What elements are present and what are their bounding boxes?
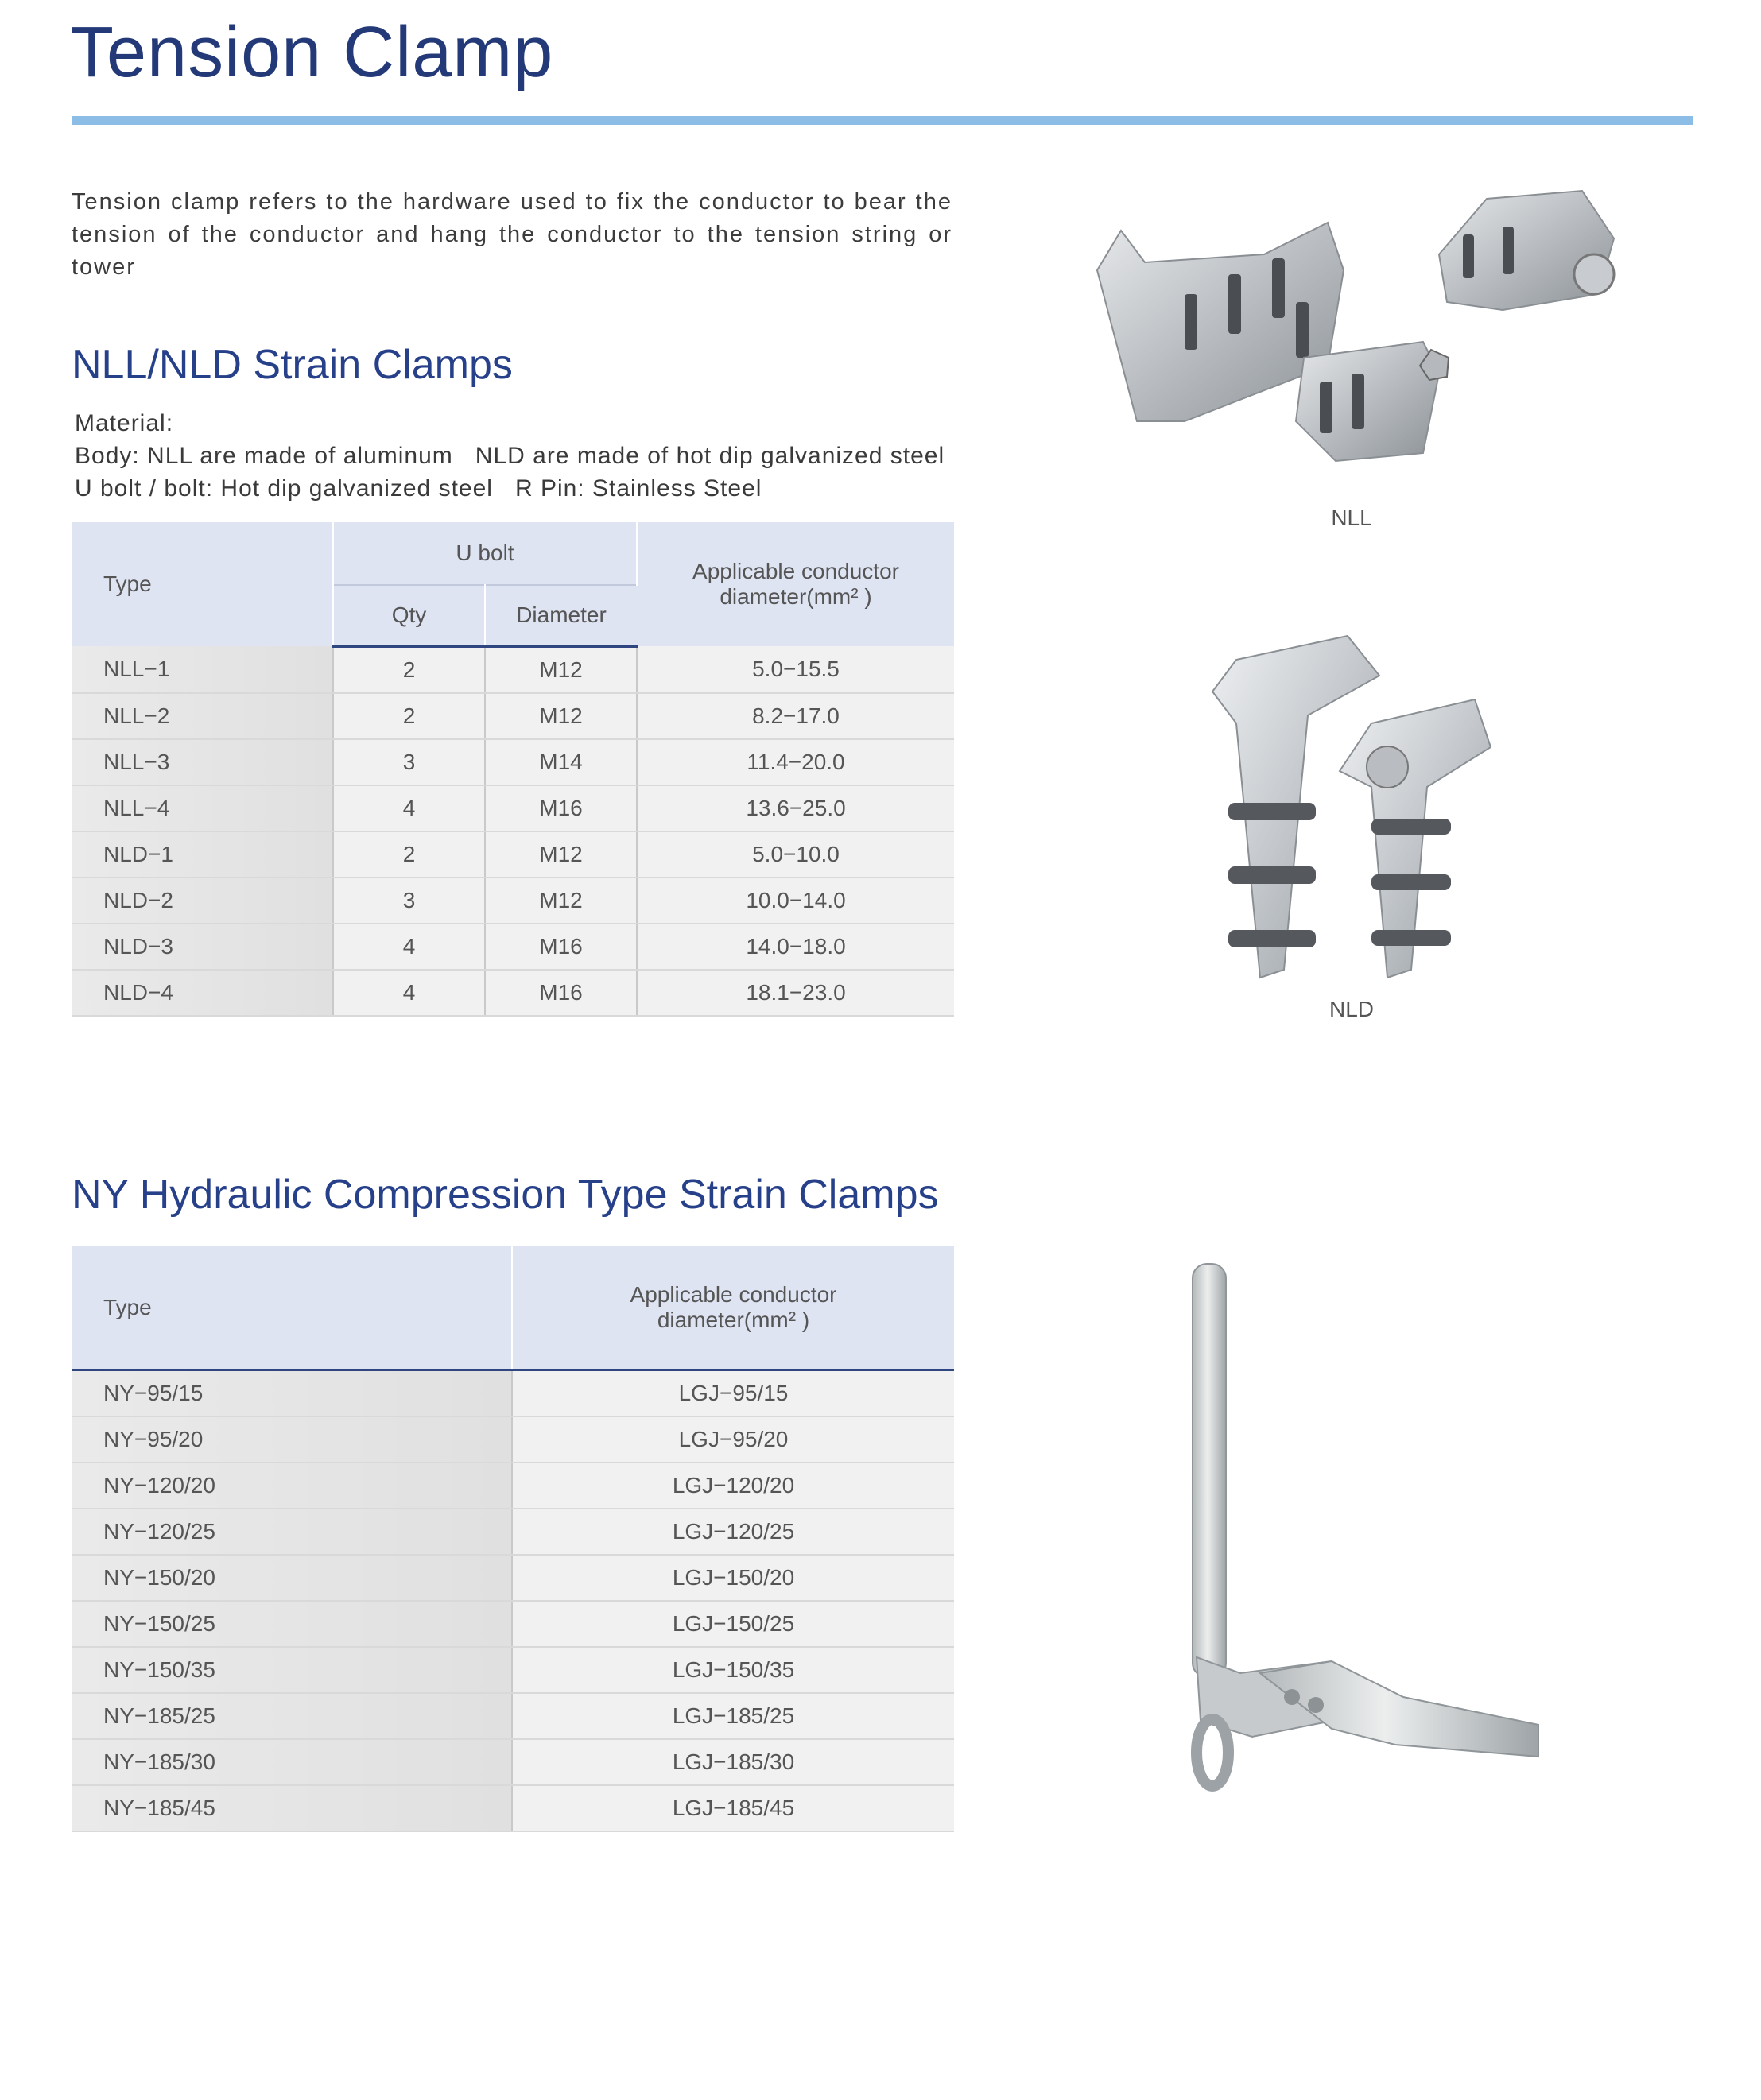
table-cell: 5.0−10.0 — [637, 831, 954, 878]
table-cell: 11.4−20.0 — [637, 739, 954, 785]
nll-section-title: NLL/NLD Strain Clamps — [72, 342, 513, 388]
header-applicable-line: diameter(mm² ) — [657, 1307, 810, 1332]
header-diameter: Diameter — [485, 585, 637, 646]
table-cell: 3 — [333, 878, 485, 924]
nll-clamp-photo — [1089, 183, 1646, 469]
table-cell: NY−120/25 — [72, 1509, 512, 1555]
table-cell: NY−95/15 — [72, 1370, 512, 1416]
header-type: Type — [72, 522, 333, 646]
nld-caption: NLD — [1329, 997, 1374, 1021]
nll-table-row — [72, 739, 954, 785]
nld-clamp-photo — [1189, 628, 1522, 994]
nll-table-row — [72, 970, 954, 1016]
table-cell: LGJ−185/25 — [512, 1693, 954, 1739]
table-cell: 18.1−23.0 — [637, 970, 954, 1016]
table-cell: LGJ−150/35 — [512, 1647, 954, 1693]
table-cell: NLL−2 — [72, 693, 333, 739]
material-line: Body: NLL are made of aluminum NLD are made of hot dip galvanized steel — [75, 443, 945, 469]
table-cell: NLD−4 — [72, 970, 333, 1016]
table-cell: NY−185/45 — [72, 1785, 512, 1831]
material-line: U bolt / bolt: Hot dip galvanized steel R Pin: Stainless Steel — [75, 475, 762, 502]
nll-table-row — [72, 878, 954, 924]
intro-paragraph: Tension clamp refers to the hardware used to fix the conductor to bear the tension of the conductor and hang the conductor to the tension string or tower — [72, 189, 952, 280]
table-cell: 14.0−18.0 — [637, 924, 954, 970]
ny-table-row — [72, 1693, 954, 1739]
ny-table-row — [72, 1647, 954, 1693]
table-cell: M12 — [485, 878, 637, 924]
nll-table-row — [72, 693, 954, 739]
table-cell: 13.6−25.0 — [637, 785, 954, 831]
title-rule — [72, 116, 1693, 125]
ny-table-row — [72, 1739, 954, 1785]
table-cell: LGJ−185/30 — [512, 1739, 954, 1785]
table-cell: LGJ−95/20 — [512, 1416, 954, 1463]
ny-header-applicable-conductor — [512, 1246, 954, 1370]
table-cell: 10.0−14.0 — [637, 878, 954, 924]
table-cell: NY−120/20 — [72, 1463, 512, 1509]
nll-table-body — [72, 646, 954, 1016]
table-cell: M14 — [485, 739, 637, 785]
table-cell: LGJ−120/25 — [512, 1509, 954, 1555]
table-cell: LGJ−150/25 — [512, 1601, 954, 1647]
table-cell: NY−95/20 — [72, 1416, 512, 1463]
table-cell: NY−150/25 — [72, 1601, 512, 1647]
table-cell: NY−150/35 — [72, 1647, 512, 1693]
table-cell: 5.0−15.5 — [637, 646, 954, 693]
table-cell: M16 — [485, 970, 637, 1016]
ny-table-row — [72, 1416, 954, 1463]
table-cell: NLL−4 — [72, 785, 333, 831]
ny-table-row — [72, 1463, 954, 1509]
header-applicable-line: diameter(mm² ) — [720, 584, 872, 609]
table-cell: 4 — [333, 924, 485, 970]
header-applicable-conductor — [637, 522, 954, 646]
table-cell: NY−185/25 — [72, 1693, 512, 1739]
table-cell: NLL−3 — [72, 739, 333, 785]
ny-clamp-photo — [1181, 1244, 1562, 1824]
ny-table-row — [72, 1370, 954, 1416]
header-applicable-line: Applicable conductor — [630, 1281, 837, 1307]
table-cell: M12 — [485, 831, 637, 878]
header-applicable-line: Applicable conductor — [692, 559, 899, 583]
table-cell: M16 — [485, 785, 637, 831]
page-title: Tension Clamp — [70, 13, 554, 92]
table-cell: 2 — [333, 831, 485, 878]
table-cell: 2 — [333, 646, 485, 693]
table-cell: NLD−1 — [72, 831, 333, 878]
table-cell: 3 — [333, 739, 485, 785]
table-cell: LGJ−120/20 — [512, 1463, 954, 1509]
table-cell: NLD−3 — [72, 924, 333, 970]
ny-spec-table — [72, 1246, 954, 1832]
table-cell: M12 — [485, 646, 637, 693]
material-block — [75, 407, 945, 505]
header-qty: Qty — [333, 585, 485, 646]
ny-table-row — [72, 1785, 954, 1831]
table-cell: NLL−1 — [72, 646, 333, 693]
nll-table-row — [72, 924, 954, 970]
ny-table-row — [72, 1509, 954, 1555]
table-cell: M12 — [485, 693, 637, 739]
material-line: Material: — [75, 410, 174, 436]
header-ubolt: U bolt — [333, 522, 637, 585]
table-cell: 8.2−17.0 — [637, 693, 954, 739]
table-cell: M16 — [485, 924, 637, 970]
table-cell: NY−185/30 — [72, 1739, 512, 1785]
table-cell: LGJ−185/45 — [512, 1785, 954, 1831]
table-cell: NLD−2 — [72, 878, 333, 924]
nll-table-row — [72, 831, 954, 878]
nll-nld-spec-table — [72, 522, 954, 1017]
table-cell: 4 — [333, 785, 485, 831]
nll-table-row — [72, 646, 954, 693]
ny-table-row — [72, 1601, 954, 1647]
ny-table-body — [72, 1370, 954, 1831]
ny-header-type: Type — [72, 1246, 512, 1370]
table-cell: 4 — [333, 970, 485, 1016]
table-cell: LGJ−150/20 — [512, 1555, 954, 1601]
nll-caption: NLL — [1331, 506, 1372, 530]
ny-table-row — [72, 1555, 954, 1601]
table-cell: 2 — [333, 693, 485, 739]
table-cell: LGJ−95/15 — [512, 1370, 954, 1416]
table-cell: NY−150/20 — [72, 1555, 512, 1601]
nll-table-row — [72, 785, 954, 831]
ny-section-title: NY Hydraulic Compression Type Strain Clamps — [72, 1172, 939, 1218]
